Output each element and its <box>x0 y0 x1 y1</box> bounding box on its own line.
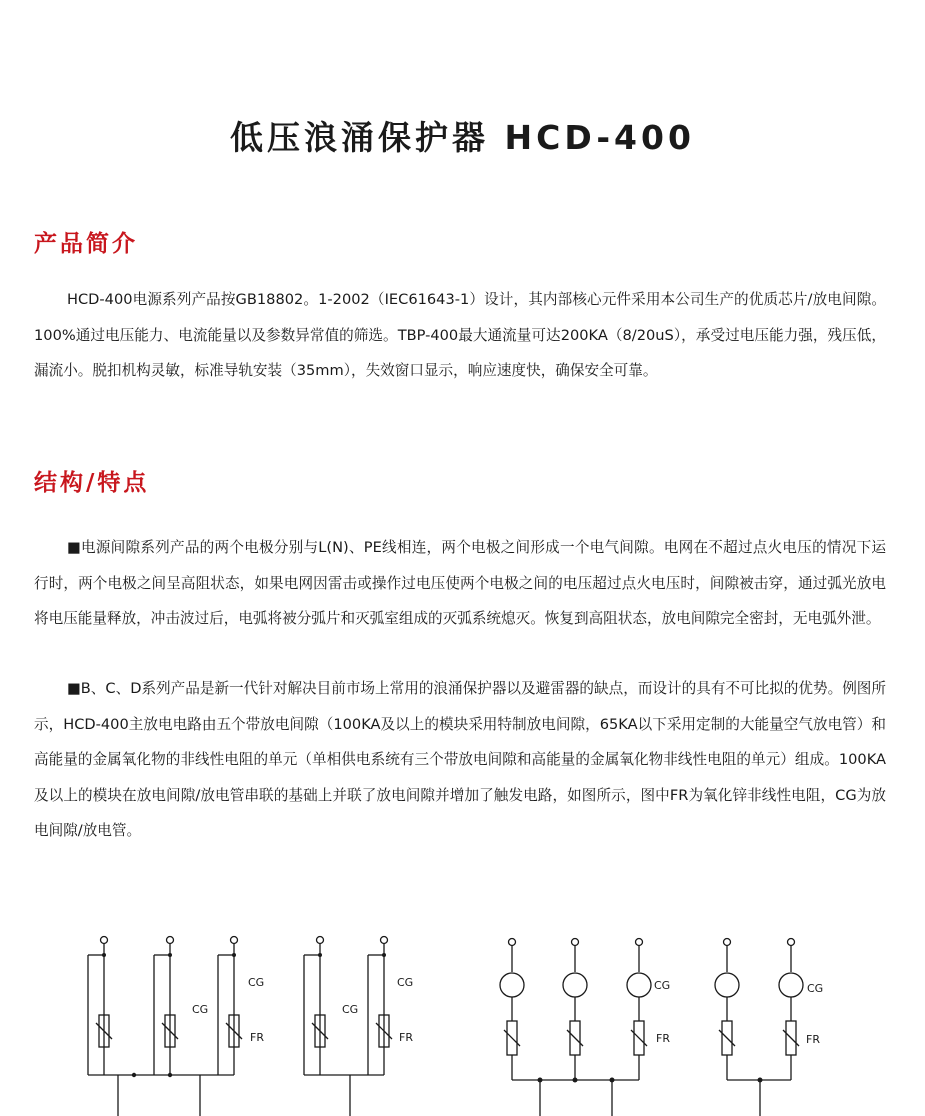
page-title: 低压浪涌保护器 HCD-400 <box>230 118 695 157</box>
structure-paragraph-1: ■电源间隙系列产品的两个电极分别与L(N)、PE线相连，两个电极之间形成一个电气间隙。电网在不超过点火电压的情况下运行时，两个电极之间呈高阻状态，如果电网因雷击或操作过电压使两个电极之间的电压超过点火电压时，间隙被击穿，通过弧光放电将电压能量释放，冲击波过后，电弧将被分弧片和灭弧室组成的灭弧系统熄灭。恢复到高阻状态，放电间隙完全密封，无电弧外泄。 <box>34 539 886 627</box>
fr-label-2: FR <box>399 1031 413 1044</box>
cg-label-4: CG <box>342 1003 359 1016</box>
section-heading-intro: 产品简介 <box>34 231 138 257</box>
section-heading-structure: 结构/特点 <box>34 470 150 496</box>
fr-label-4: FR <box>806 1033 820 1046</box>
structure-paragraph-2: ■B、C、D系列产品是新一代针对解决目前市场上常用的浪涌保护器以及避雷器的缺点，而设计的具有不可比拟的优势。例图所示，HCD-400主放电电路由五个带放电间隙（100KA及以上的模块采用特制放电间隙，65KA以下采用定制的大能量空气放电管）和高能量的金属氧化物的非线性电阻的单元（单相供电系统有三个带放电间隙和高能量的金属氧化物非线性电阻的单元）组成。100KA及以上的模块在放电间隙/放电管串联的基础上并联了放电间隙并增加了触发电路，如图所示，图中FR为氧化锌非线性电阻，CG为放电间隙/放电管。 <box>34 680 886 839</box>
cg-label-2: CG <box>192 1003 209 1016</box>
intro-paragraph: HCD-400电源系列产品按GB18802。1-2002（IEC61643-1）设计，其内部核心元件采用本公司生产的优质芯片/放电间隙。100%通过电压能力、电流能量以及参数异常值的筛选。TBP-400最大通流量可达200KA（8/20uS），承受过电压能力强，残压低，漏流小。脱扣机构灵敏，标准导轨安装（35mm），失效窗口显示，响应速度快，确保安全可靠。 <box>34 291 886 379</box>
fr-label-1: FR <box>250 1031 264 1044</box>
cg-label-5: CG <box>654 979 671 992</box>
cg-label-1: CG <box>248 976 265 989</box>
circuit-diagram <box>0 925 925 1116</box>
cg-label-6: CG <box>807 982 824 995</box>
cg-label-3: CG <box>397 976 414 989</box>
fr-label-3: FR <box>656 1032 670 1045</box>
